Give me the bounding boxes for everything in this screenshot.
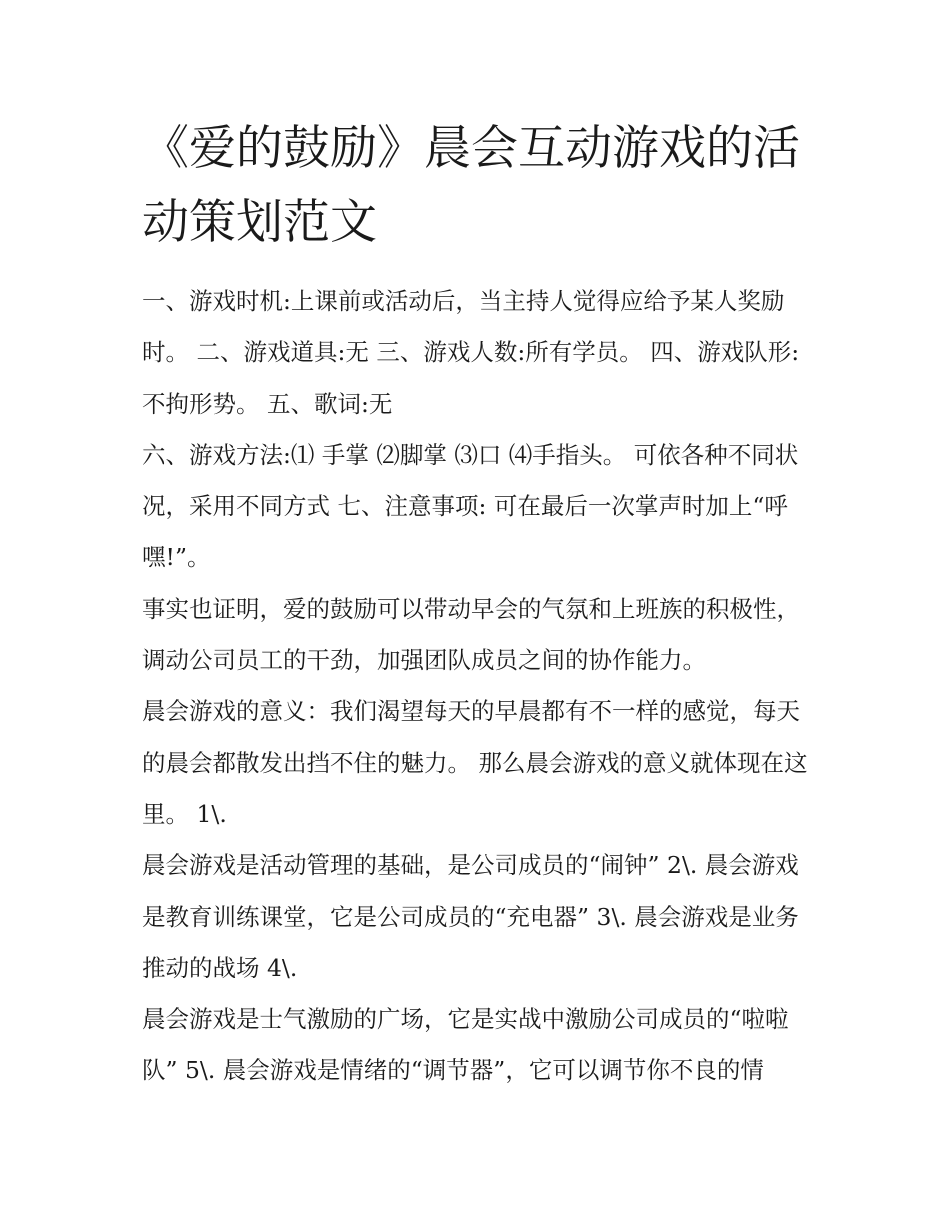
document-body <box>142 276 814 1097</box>
paragraph-game-method: 六、游戏方法:⑴ 手掌 ⑵脚掌 ⑶口 ⑷手指头。 可依各种不同状况，采用不同方式 七、注意事项: 可在最后一次掌声时加上“呼嘿!”。 <box>142 440 799 572</box>
document-title: 《爱的鼓励》晨会互动游戏的活动策划范文 <box>142 121 800 250</box>
paragraph-meaning: 晨会游戏的意义：我们渴望每天的早晨都有不一样的感觉，每天的晨会都散发出挡不住的魅力。 那么晨会游戏的意义就体现在这里。 1\. <box>142 697 808 828</box>
paragraph-game-setup: 一、游戏时机:上课前或活动后，当主持人觉得应给予某人奖励时。 二、游戏道具:无 三、游戏人数:所有学员。 四、游戏队形:不拘形势。 五、歌词:无 <box>142 287 800 418</box>
paragraph-evidence: 事实也证明，爱的鼓励可以带动早会的气氛和上班族的积极性，调动公司员工的干劲，加强团队成员之间的协作能力。 <box>142 594 800 675</box>
paragraph-foundation: 晨会游戏是活动管理的基础，是公司成员的“闹钟” 2\. 晨会游戏是教育训练课堂，它是公司成员的“充电器” 3\. 晨会游戏是业务推动的战场 4\. <box>142 851 799 982</box>
paragraph-morale: 晨会游戏是士气激励的广场，它是实战中激励公司成员的“啦啦队” 5\. 晨会游戏是情绪的“调节器”，它可以调节你不良的情 <box>142 1005 789 1085</box>
